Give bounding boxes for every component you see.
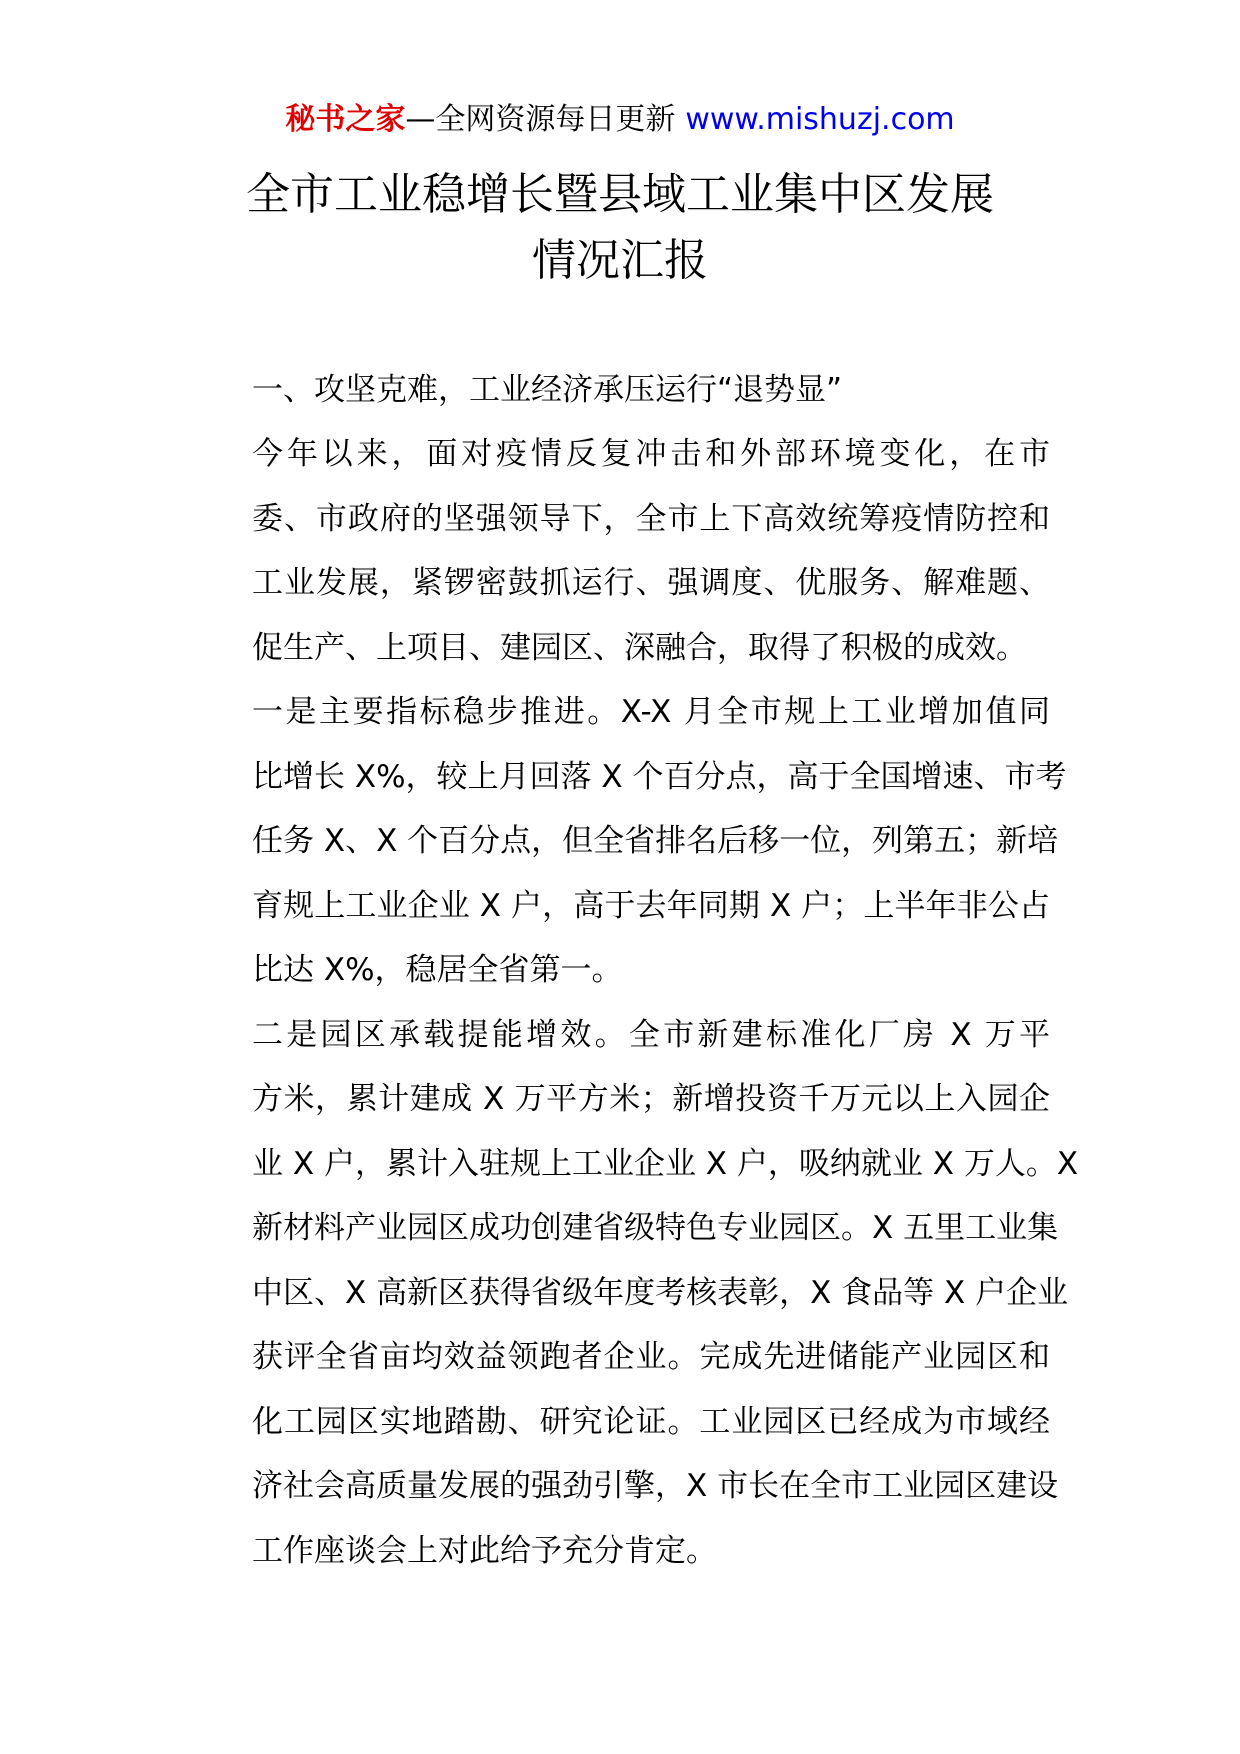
- text-line: 委、市政府的坚强领导下，全市上下高效统筹疫情防控和: [252, 500, 1050, 537]
- site-header: [0, 98, 1240, 142]
- text-line: 业 X 户，累计入驻规上工业企业 X 户，吸纳就业 X 万人。X: [252, 1145, 1079, 1182]
- text-line: 任务 X、X 个百分点，但全省排名后移一位，列第五；新培: [252, 823, 1059, 859]
- text-line: 工作座谈会上对此给予充分肯定。: [252, 1532, 717, 1569]
- brand-name: 秘书之家: [285, 102, 406, 137]
- paragraph-parks: [188, 1003, 1079, 1584]
- paragraph-indicators: [188, 680, 1067, 1003]
- text-line: 方米，累计建成 X 万平方米；新增投资千万元以上入园企: [252, 1081, 1050, 1117]
- text-line: 一是主要指标稳步推进。X-X 月全市规上工业增加值同: [252, 694, 1050, 730]
- text-line: 促生产、上项目、建园区、深融合，取得了积极的成效。: [252, 629, 1027, 666]
- text-line: 中区、X 高新区获得省级年度考核表彰，X 食品等 X 户企业: [252, 1274, 1069, 1311]
- title-line-2: 情况汇报: [532, 235, 708, 286]
- text-line: 二是园区承载提能增效。全市新建标准化厂房 X 万平: [252, 1016, 1050, 1053]
- text-line: 比增长 X%，较上月回落 X 个百分点，高于全国增速、市考: [252, 758, 1067, 795]
- section-heading: 一、攻坚克难，工业经济承压运行“退势显”: [252, 372, 843, 408]
- document-body: [188, 358, 1079, 1583]
- text-line: 比达 X%，稳居全省第一。: [252, 952, 623, 988]
- text-line: 今年以来，面对疫情反复冲击和外部环境变化，在市: [252, 436, 1050, 472]
- text-line: 获评全省亩均效益领跑者企业。完成先进储能产业园区和: [252, 1339, 1050, 1375]
- paragraph-intro: [188, 422, 1050, 680]
- document-title: [0, 162, 1240, 294]
- text-line: 育规上工业企业 X 户，高于去年同期 X 户；上半年非公占: [252, 887, 1050, 924]
- text-line: 化工园区实地踏勘、研究论证。工业园区已经成为市域经: [252, 1403, 1050, 1440]
- title-line-1: 全市工业稳增长暨县域工业集中区发展: [246, 169, 994, 220]
- header-tagline: —全网资源每日更新: [405, 102, 676, 137]
- text-line: 济社会高质量发展的强劲引擎，X 市长在全市工业园区建设: [252, 1468, 1059, 1504]
- text-line: 新材料产业园区成功创建省级特色专业园区。X 五里工业集: [252, 1210, 1059, 1246]
- text-line: 工业发展，紧锣密鼓抓运行、强调度、优服务、解难题、: [252, 565, 1050, 601]
- site-url-link[interactable]: www.mishuzj.com: [685, 102, 955, 137]
